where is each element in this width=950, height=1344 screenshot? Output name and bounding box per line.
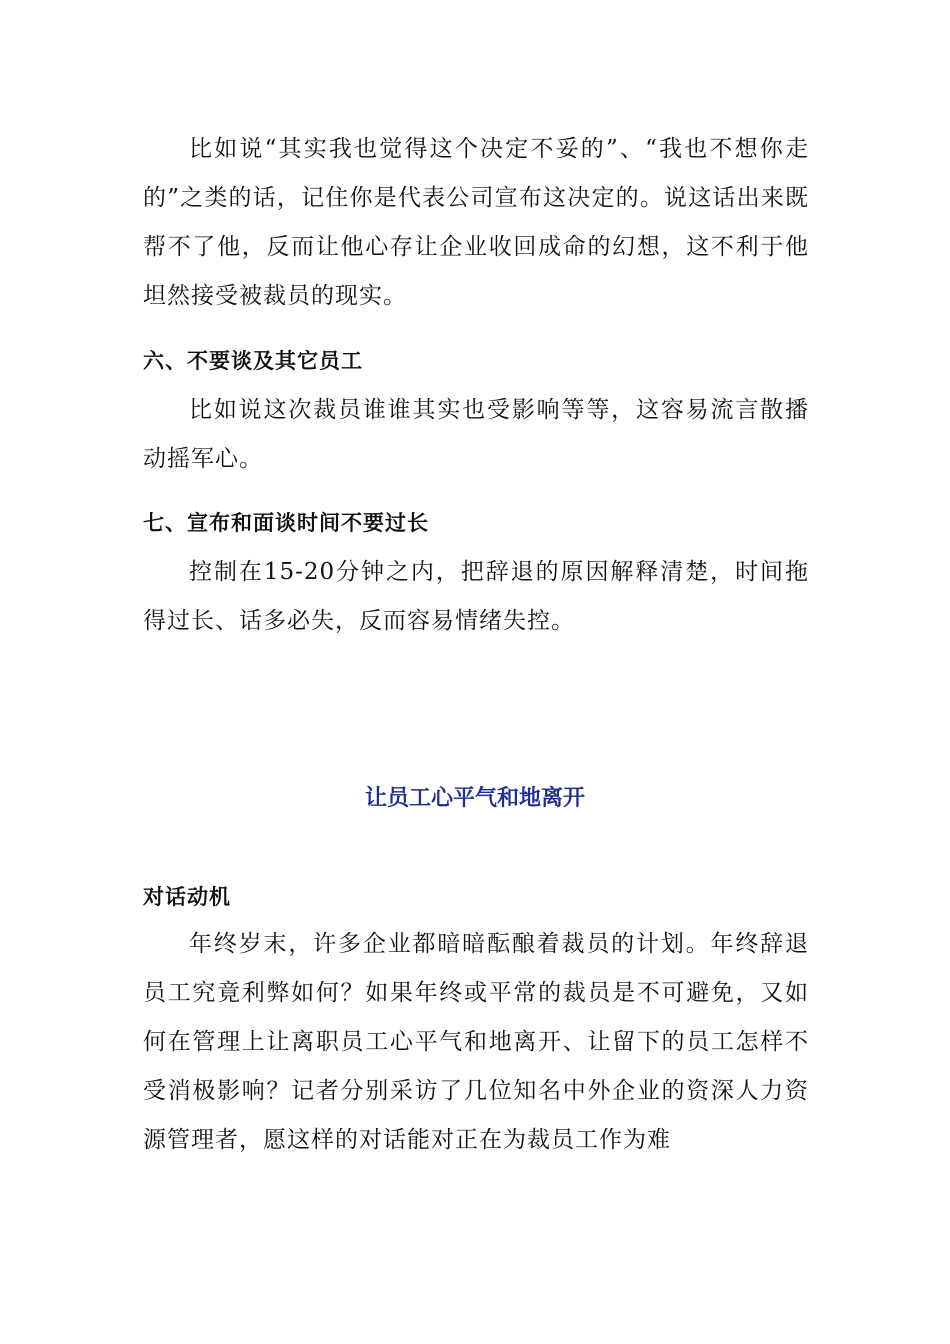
paragraph-block-4 bbox=[143, 920, 809, 1165]
heading-block-7 bbox=[143, 508, 809, 538]
paragraph-block-3 bbox=[143, 548, 809, 646]
heading-six: 六、不要谈及其它员工 bbox=[143, 349, 363, 373]
paragraph-2: 比如说这次裁员谁谁其实也受影响等等，这容易流言散播动摇军心。 bbox=[143, 397, 809, 472]
subheading-dialogue-motive: 对话动机 bbox=[143, 885, 231, 909]
section-title: 让员工心平气和地离开 bbox=[364, 786, 585, 811]
paragraph-block-2 bbox=[143, 386, 809, 484]
subheading-block bbox=[143, 882, 809, 912]
paragraph-4: 年终岁末，许多企业都暗暗酝酿着裁员的计划。年终辞退员工究竟利弊如何？如果年终或平常的裁员是不可避免，又如何在管理上让离职员工心平气和地离开、让留下的员工怎样不受消极影响？记者分别采访了几位知名中外企业的资深人力资源管理者，愿这样的对话能对正在为裁员工作为难 bbox=[143, 931, 809, 1153]
paragraph-3: 控制在15-20分钟之内，把辞退的原因解释清楚，时间拖得过长、话多必失，反而容易情绪失控。 bbox=[143, 559, 809, 634]
paragraph-1: 比如说“其实我也觉得这个决定不妥的”、“我也不想你走的”之类的话，记住你是代表公司宣布这决定的。说这话出来既帮不了他，反而让他心存让企业收回成命的幻想，这不利于他坦然接受被裁员的现实。 bbox=[143, 136, 809, 309]
paragraph-block-1 bbox=[143, 125, 809, 321]
heading-block-6 bbox=[143, 346, 809, 376]
heading-seven: 七、宣布和面谈时间不要过长 bbox=[143, 511, 429, 535]
